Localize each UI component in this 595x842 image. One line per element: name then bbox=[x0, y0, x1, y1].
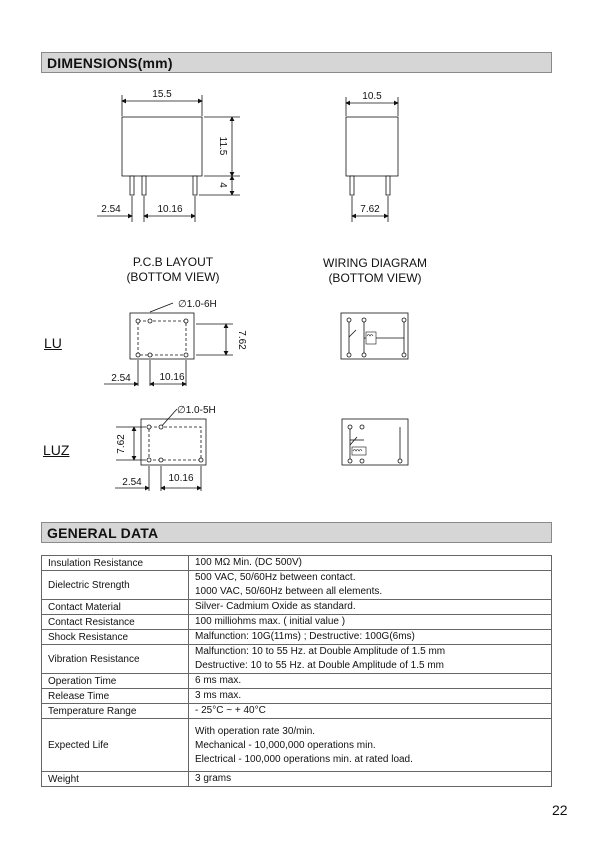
pin bbox=[130, 176, 134, 195]
spec-key: Contact Material bbox=[42, 600, 189, 615]
table-row bbox=[42, 630, 552, 645]
dim-height: 11.5 bbox=[217, 136, 228, 156]
page-number: 22 bbox=[552, 802, 568, 818]
model-luz: LUZ bbox=[43, 442, 70, 458]
spec-key: Contact Resistance bbox=[42, 615, 189, 630]
lu-pitch-v: 7.62 bbox=[236, 330, 247, 350]
spec-value-line: 6 ms max. bbox=[195, 675, 242, 686]
spec-value bbox=[189, 600, 552, 615]
spec-value-line: - 25°C ~ + 40°C bbox=[195, 705, 266, 716]
table-row bbox=[42, 556, 552, 571]
spec-value-line: With operation rate 30/min. bbox=[195, 726, 316, 737]
general-data-table bbox=[41, 555, 552, 787]
spec-key: Vibration Resistance bbox=[42, 645, 189, 674]
spec-value-line: 1000 VAC, 50/60Hz between all elements. bbox=[195, 586, 383, 597]
spec-value-line: 3 ms max. bbox=[195, 690, 242, 701]
spec-value bbox=[189, 615, 552, 630]
general-data-title: GENERAL DATA bbox=[47, 525, 159, 541]
table-row bbox=[42, 645, 552, 674]
spec-value-line: Malfunction: 10G(11ms) ; Destructive: 100G(6ms) bbox=[195, 631, 415, 642]
pin bbox=[142, 176, 146, 195]
dim-pin-length: 4 bbox=[217, 182, 228, 188]
spec-value-line: 500 VAC, 50/60Hz between contact. bbox=[195, 572, 356, 583]
general-data-header bbox=[41, 522, 552, 543]
spec-key: Operation Time bbox=[42, 674, 189, 689]
luz-pitch: 10.16 bbox=[168, 473, 194, 484]
pin bbox=[386, 176, 390, 195]
spec-value bbox=[189, 674, 552, 689]
dim-pin-spacing: 7.62 bbox=[360, 204, 380, 215]
spec-value-line: 100 MΩ Min. (DC 500V) bbox=[195, 557, 302, 568]
spec-value bbox=[189, 645, 552, 674]
table-row bbox=[42, 674, 552, 689]
spec-value bbox=[189, 689, 552, 704]
wiring-diagram-label: WIRING DIAGRAM (BOTTOM VIEW) bbox=[323, 256, 427, 285]
spec-value-line: Mechanical - 10,000,000 operations min. bbox=[195, 740, 376, 751]
spec-value-line: Malfunction: 10 to 55 Hz. at Double Amplitude of 1.5 mm bbox=[195, 646, 446, 657]
spec-value bbox=[189, 704, 552, 719]
relay-side-body bbox=[122, 117, 202, 176]
dim-pitch: 10.16 bbox=[157, 204, 183, 215]
luz-offset: 2.54 bbox=[122, 477, 142, 488]
spec-value bbox=[189, 772, 552, 787]
spec-key: Release Time bbox=[42, 689, 189, 704]
luz-pitch-v: 7.62 bbox=[116, 434, 127, 454]
table-row bbox=[42, 571, 552, 600]
spec-value-line: 100 milliohms max. ( initial value ) bbox=[195, 616, 346, 627]
spec-value bbox=[189, 556, 552, 571]
spec-key: Shock Resistance bbox=[42, 630, 189, 645]
spec-key: Expected Life bbox=[42, 719, 189, 772]
spec-value-line: Destructive: 10 to 55 Hz. at Double Amplitude of 1.5 mm bbox=[195, 660, 445, 671]
relay-end-body bbox=[346, 117, 398, 176]
dim-offset: 2.54 bbox=[101, 204, 121, 215]
model-lu: LU bbox=[44, 335, 62, 351]
luz-hole-label: ∅1.0-5H bbox=[177, 405, 216, 416]
table-row bbox=[42, 704, 552, 719]
spec-key: Weight bbox=[42, 772, 189, 787]
lu-pitch: 10.16 bbox=[159, 372, 185, 383]
spec-value-line: Silver- Cadmium Oxide as standard. bbox=[195, 601, 356, 612]
spec-key: Insulation Resistance bbox=[42, 556, 189, 571]
table-row bbox=[42, 600, 552, 615]
dim-end-width: 10.5 bbox=[362, 91, 382, 102]
lu-offset: 2.54 bbox=[111, 373, 131, 384]
table-row bbox=[42, 719, 552, 772]
spec-value bbox=[189, 571, 552, 600]
pin bbox=[350, 176, 354, 195]
dimensions-title: DIMENSIONS(mm) bbox=[47, 55, 173, 71]
spec-value-line: 3 grams bbox=[195, 773, 232, 784]
table-row bbox=[42, 689, 552, 704]
spec-key: Dielectric Strength bbox=[42, 571, 189, 600]
pcb-layout-label: P.C.B LAYOUT (BOTTOM VIEW) bbox=[126, 255, 220, 284]
pin bbox=[193, 176, 197, 195]
coil-symbol bbox=[366, 332, 376, 344]
lu-hole-label: ∅1.0-6H bbox=[178, 299, 217, 310]
spec-value-line: Electrical - 100,000 operations min. at rated load. bbox=[195, 754, 413, 765]
table-row bbox=[42, 772, 552, 787]
spec-key: Temperature Range bbox=[42, 704, 189, 719]
spec-value bbox=[189, 719, 552, 772]
dim-width: 15.5 bbox=[152, 89, 172, 100]
table-row bbox=[42, 615, 552, 630]
spec-value bbox=[189, 630, 552, 645]
